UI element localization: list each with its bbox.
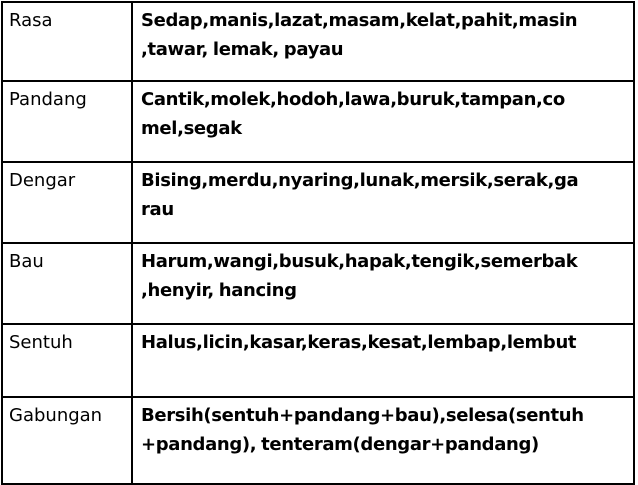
row-value-cell bbox=[132, 324, 634, 397]
table-row bbox=[2, 397, 634, 484]
row-label: Dengar bbox=[9, 170, 76, 191]
row-label-cell bbox=[2, 324, 132, 397]
row-label-cell bbox=[2, 243, 132, 324]
row-label-cell bbox=[2, 397, 132, 484]
row-value-cell bbox=[132, 162, 634, 243]
table-row bbox=[2, 81, 634, 162]
row-label-cell bbox=[2, 81, 132, 162]
row-value: Bising,merdu,nyaring,lunak,mersik,serak,ga rau bbox=[141, 170, 579, 220]
row-value-cell bbox=[132, 2, 634, 81]
table-row bbox=[2, 2, 634, 81]
row-label: Pandang bbox=[9, 89, 87, 110]
row-value-cell bbox=[132, 243, 634, 324]
row-value: Cantik,molek,hodoh,lawa,buruk,tampan,co mel,segak bbox=[141, 89, 565, 139]
row-label: Bau bbox=[9, 251, 44, 272]
row-label: Gabungan bbox=[9, 405, 103, 426]
table-row bbox=[2, 324, 634, 397]
table-row bbox=[2, 243, 634, 324]
row-label-cell bbox=[2, 2, 132, 81]
table-row bbox=[2, 162, 634, 243]
sense-words-table-container bbox=[1, 1, 635, 485]
row-value-cell bbox=[132, 81, 634, 162]
sense-words-table bbox=[1, 1, 635, 485]
row-value: Harum,wangi,busuk,hapak,tengik,semerbak ,henyir, hancing bbox=[141, 251, 578, 301]
row-label: Sentuh bbox=[9, 332, 73, 353]
row-value: Sedap,manis,lazat,masam,kelat,pahit,masin ,tawar, lemak, payau bbox=[141, 10, 578, 60]
row-value: Bersih(sentuh+pandang+bau),selesa(sentuh +pandang), tenteram(dengar+pandang) bbox=[141, 405, 584, 455]
row-value: Halus,licin,kasar,keras,kesat,lembap,lembut bbox=[141, 332, 577, 353]
row-value-cell bbox=[132, 397, 634, 484]
row-label-cell bbox=[2, 162, 132, 243]
row-label: Rasa bbox=[9, 10, 53, 31]
